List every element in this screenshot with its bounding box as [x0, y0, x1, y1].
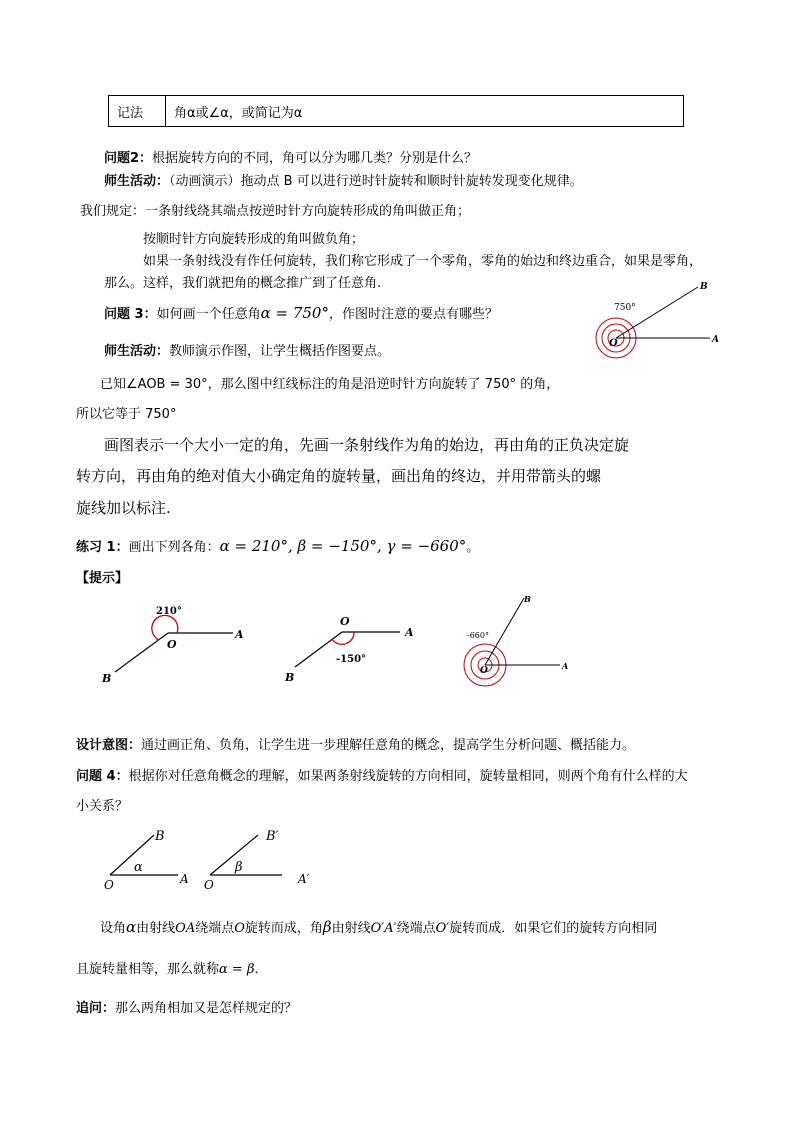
- exercise-1-math: α = 210°, β = −150°, γ = −660°: [219, 537, 467, 555]
- definition-text: 绕端点: [396, 921, 436, 936]
- known-line-2: 所以它等于 750°: [76, 407, 177, 422]
- figure-750-point-o: O: [609, 338, 618, 349]
- figure-660-point-o: O: [480, 666, 488, 676]
- figure-210-point-b: B: [102, 672, 112, 685]
- question-4-continued: 小关系？: [76, 799, 129, 814]
- drawing-paragraph-2: 转方向，再由角的绝对值大小确定角的旋转量，画出角的终边，并用带箭头的螺: [76, 467, 602, 485]
- definition-text: 由射线: [331, 921, 371, 936]
- figure-660-angle-label: -660°: [467, 631, 489, 640]
- question-3-pre: 如何画一个任意角: [156, 307, 261, 322]
- rule-negative: 按顺时针方向旋转形成的角叫做负角；: [143, 232, 365, 247]
- figure-750-point-a: A: [712, 335, 719, 345]
- known-line-1: 已知∠AOB = 30°，那么图中红线标注的角是沿逆时针方向旋转了 750° 的角，: [100, 377, 560, 392]
- question-4: [76, 765, 688, 784]
- figure-150-point-b: B: [285, 671, 295, 684]
- question-2: [104, 147, 477, 166]
- definition-text: 由射线: [136, 921, 176, 936]
- definition-ray-oa: OA: [175, 921, 196, 936]
- question-3-math: α = 750°: [260, 304, 329, 322]
- definition-text: ．: [254, 962, 268, 977]
- figure-150-point-a: A: [405, 626, 414, 639]
- design-intent-label: 设计意图：: [76, 738, 142, 753]
- design-intent-text: 通过画正角、负角，让学生进一步理解任意角的概念，提高学生分析问题、概括能力。: [141, 738, 636, 753]
- follow-up-text: 那么两角相加又是怎样规定的？: [115, 1001, 298, 1016]
- figure-660-point-b: B: [524, 594, 531, 604]
- definition-text: 且旋转量相等，那么就称: [76, 962, 220, 977]
- design-intent: [76, 734, 635, 753]
- question-3: [104, 303, 498, 322]
- drawing-paragraph-1: 画图表示一个大小一定的角，先画一条射线作为角的始边，再由角的正负决定旋: [104, 436, 630, 454]
- exercise-1-pre: 画出下列各角：: [128, 540, 220, 555]
- notation-label: 记法: [109, 96, 166, 127]
- figure-750-degree: [580, 280, 740, 370]
- definition-ray-oa-prime: O′A′: [370, 921, 397, 936]
- figure-alpha-greek: α: [134, 860, 143, 875]
- figure-660-point-a: A: [562, 661, 569, 671]
- figure-210-point-a: A: [235, 628, 244, 641]
- figure-750-angle-label: 750°: [614, 303, 636, 313]
- rule-zero: 如果一条射线没有作任何旋转，我们称它形成了一个零角，零角的始边和终边重合，如果是零角，: [143, 254, 703, 269]
- question-4-text: 根据你对任意角概念的理解，如果两条射线旋转的方向相同，旋转量相同，则两个角有什么样的大: [128, 769, 688, 784]
- activity-1-label: 师生活动：: [104, 174, 170, 189]
- figure-150-angle-label: -150°: [336, 654, 367, 665]
- figure-alpha-point-o: O: [104, 878, 114, 892]
- exercise-1-post: 。: [466, 540, 480, 555]
- exercise-1: [76, 536, 479, 555]
- notation-content: 角α或∠α，或简记为α: [166, 96, 684, 127]
- definition-text: 绕端点: [195, 921, 235, 936]
- figure-beta-point-a: A′: [298, 872, 310, 886]
- rule-positive: 我们规定：一条射线绕其端点按逆时针方向旋转形成的角叫做正角；: [80, 204, 471, 219]
- figure-alpha-angle: [100, 825, 200, 895]
- figure-beta-angle: [200, 825, 330, 895]
- definition-beta: β: [322, 918, 332, 936]
- definition-text: 旋转而成．如果它们的旋转方向相同: [449, 921, 658, 936]
- definition-alpha: α: [126, 918, 137, 936]
- notation-table: [108, 95, 684, 127]
- figure-150-point-o: O: [340, 615, 350, 628]
- figure-alpha-point-b: B: [155, 829, 165, 844]
- figure-minus-150-degree: [280, 605, 430, 695]
- question-4-label: 问题 4：: [76, 769, 129, 784]
- figure-beta-point-b: B′: [266, 829, 279, 844]
- figure-beta-greek: β: [235, 860, 243, 875]
- figure-minus-660-degree: [455, 592, 585, 692]
- drawing-paragraph-3: 旋线加以标注.: [76, 499, 171, 517]
- question-2-text: 根据旋转方向的不同，角可以分为哪几类？分别是什么？: [152, 151, 478, 166]
- question-2-label: 问题2：: [104, 151, 153, 166]
- question-3-label: 问题 3：: [104, 307, 157, 322]
- activity-2: [104, 340, 390, 359]
- definition-point-o-prime: O′: [435, 921, 450, 936]
- question-3-post: ，作图时注意的要点有哪些？: [328, 307, 498, 322]
- definition-line-2: [76, 958, 267, 977]
- definition-point-o: O: [234, 921, 245, 936]
- figure-210-point-o: O: [167, 638, 177, 651]
- hint-label: 【提示】: [76, 571, 129, 586]
- figure-alpha-point-a: A: [180, 872, 189, 886]
- activity-2-label: 师生活动：: [104, 344, 170, 359]
- definition-text: 旋转而成，角: [244, 921, 323, 936]
- rule-summary: 那么。这样，我们就把角的概念推广到了任意角.: [104, 276, 382, 291]
- follow-up-question: [76, 997, 297, 1016]
- figure-210-degree: [95, 600, 255, 690]
- figure-beta-point-o: O: [204, 878, 214, 892]
- activity-1: [104, 170, 583, 189]
- exercise-1-label: 练习 1：: [76, 540, 129, 555]
- definition-equality: α = β: [219, 962, 255, 977]
- figure-210-angle-label: 210°: [156, 606, 182, 617]
- activity-2-text: 教师演示作图，让学生概括作图要点。: [169, 344, 391, 359]
- follow-up-label: 追问：: [76, 1001, 116, 1016]
- definition-line-1: [100, 917, 657, 936]
- definition-text: 设角: [100, 921, 127, 936]
- activity-1-text: （动画演示）拖动点 B 可以进行逆时针旋转和顺时针旋转发现变化规律。: [169, 174, 583, 189]
- figure-750-point-b: B: [700, 282, 708, 292]
